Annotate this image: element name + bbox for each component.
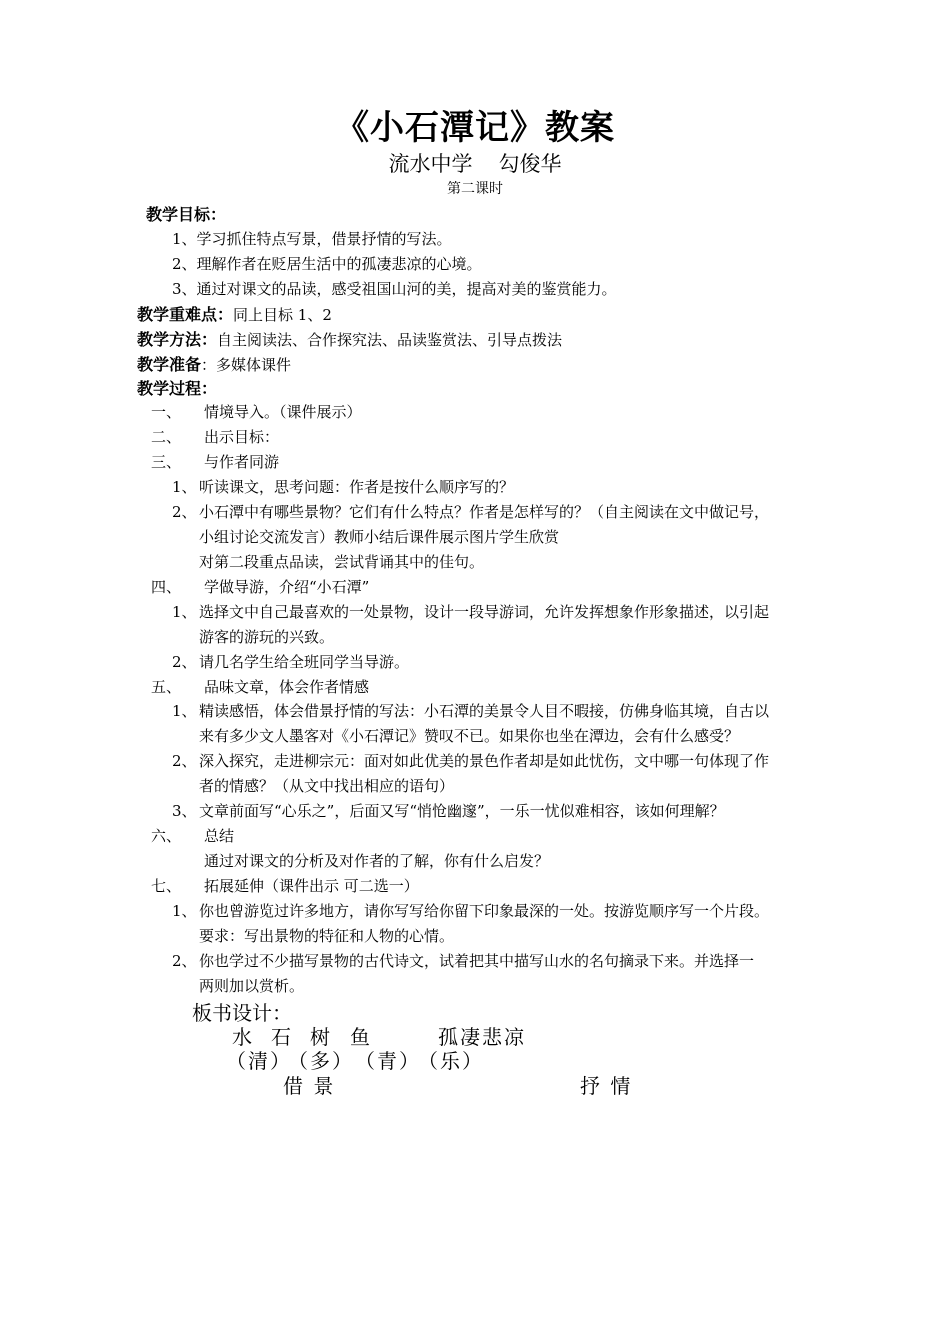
board-feeling: 孤凄悲凉 [438,1025,526,1049]
section-title: 情境导入。（课件展示） [204,403,362,421]
board-trait: （青） [355,1049,421,1073]
item-text: 你也曾游览过许多地方，请你写写给你留下印象最深的一处。按游览顺序写一个片段。 [199,902,770,920]
methods-label: 教学方法： [137,330,218,349]
board-trait: （多） [288,1049,354,1073]
author-name: 勾俊华 [498,152,562,176]
board-item: 石 [271,1025,293,1049]
item-text: 听读课文，思考问题：作者是按什么顺序写的？ [199,478,515,496]
section-number: 一、 [151,403,182,421]
item-text: 你也学过不少描写景物的古代诗文，试着把其中描写山水的名句摘录下来。并选择一 [199,952,755,970]
board-item: 树 [310,1025,332,1049]
section-title: 与作者同游 [204,453,280,471]
section-title: 拓展延伸（课件出示 可二选一） [204,877,419,895]
item-text: 请几名学生给全班同学当导游。 [199,653,410,671]
section-number: 二、 [151,428,182,446]
board-right-label: 抒 情 [580,1074,633,1098]
item-text: 者的情感？（从文中找出相应的语句） [199,777,455,795]
key-points [137,302,332,325]
section-title: 学做导游，介绍“小石潭” [204,578,370,596]
objective-item: 3、通过对课文的品读，感受祖国山河的美，提高对美的鉴赏能力。 [172,280,617,298]
item-text: 文章前面写“心乐之”，后面又写“悄怆幽邃”，一乐一忧似难相容，该如何理解？ [199,802,725,820]
item-number: 1、 [172,478,197,496]
section-title: 总结 [204,827,235,845]
item-text: 小石潭中有哪些景物？它们有什么特点？作者是怎样写的？（自主阅读在文中做记号， [199,503,770,521]
section-number: 六、 [151,827,182,845]
lesson-period: 第二课时 [447,181,503,197]
author-line [0,148,950,178]
section-number: 七、 [151,877,182,895]
item-text: 对第二段重点品读，尝试背诵其中的佳句。 [199,553,485,571]
section-number: 三、 [151,453,182,471]
objective-item: 1、学习抓住特点写景，借景抒情的写法。 [172,230,452,248]
key-points-label: 教学重难点： [137,305,234,324]
item-number: 1、 [172,702,197,720]
key-points-value: 同上目标 1、2 [233,306,332,324]
methods [137,327,562,350]
page-title: 《小石潭记》教案 [335,108,615,148]
item-number: 1、 [172,902,197,920]
board-item: 鱼 [350,1025,372,1049]
methods-value: 自主阅读法、合作探究法、品读鉴赏法、引导点拨法 [217,331,563,349]
item-number: 2、 [172,653,197,671]
item-number: 2、 [172,503,197,521]
item-number: 2、 [172,952,197,970]
preparation-label: 教学准备 [137,355,202,374]
item-text: 要求：写出景物的特征和人物的心情。 [199,927,455,945]
item-text: 小组讨论交流发言）教师小结后课件展示图片学生欣赏 [199,528,560,546]
objectives-heading: 教学目标： [146,205,227,224]
section-title: 品味文章，体会作者情感 [204,678,370,696]
section-title: 出示目标： [204,428,280,446]
section-number: 五、 [151,678,182,696]
board-trait: （清） [226,1049,292,1073]
preparation-value: ：多媒体课件 [201,356,292,374]
item-text: 游客的游玩的兴致。 [199,628,335,646]
item-number: 1、 [172,603,197,621]
item-text: 深入探究，走进柳宗元：面对如此优美的景色作者却是如此忧伤，文中哪一句体现了作 [199,752,770,770]
item-text: 来有多少文人墨客对《小石潭记》赞叹不已。如果你也坐在潭边，会有什么感受？ [199,727,740,745]
item-text: 两则加以赏析。 [199,977,305,995]
item-number: 2、 [172,752,197,770]
item-text: 通过对课文的分析及对作者的了解，你有什么启发？ [204,852,550,870]
board-trait: （乐） [418,1049,484,1073]
item-text: 精读感悟，体会借景抒情的写法：小石潭的美景令人目不暇接，仿佛身临其境，自古以 [199,702,770,720]
item-number: 3、 [172,802,197,820]
preparation [137,352,291,375]
board-heading: 板书设计： [192,1001,292,1025]
section-number: 四、 [151,578,182,596]
board-left-label: 借 景 [283,1074,336,1098]
item-text: 选择文中自己最喜欢的一处景物，设计一段导游词，允许发挥想象作形象描述，以引起 [199,603,770,621]
objective-item: 2、理解作者在贬居生活中的孤凄悲凉的心境。 [172,255,482,273]
board-item: 水 [232,1025,254,1049]
school-name: 流水中学 [388,152,473,176]
process-heading: 教学过程： [137,379,218,398]
